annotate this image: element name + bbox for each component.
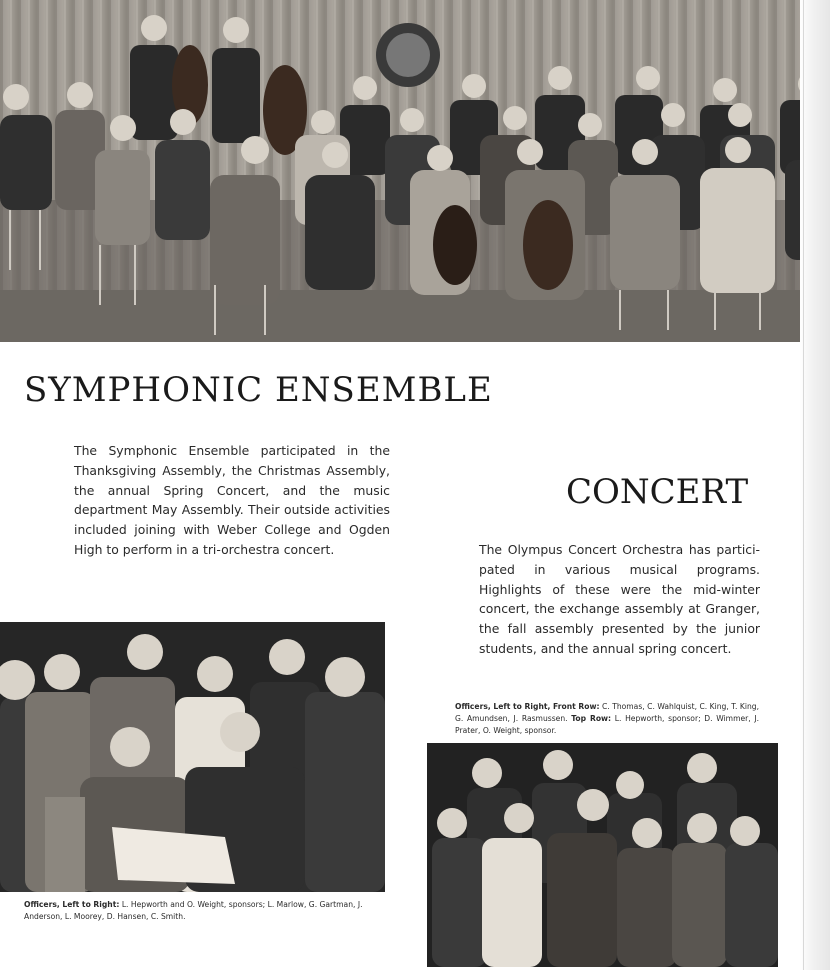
caption-front-row: C. Thomas, C. Wahlquist, C. King, T. King, G. Amundsen, J. Rasmussen.	[455, 702, 759, 723]
concert-officers-caption	[455, 701, 759, 737]
caption-lead: Officers, Left to Right, Front Row:	[455, 702, 600, 711]
concert-heading: CONCERT	[566, 472, 749, 512]
caption-top-row-lead: Top Row:	[571, 714, 612, 723]
orchestra-group-photo	[0, 0, 830, 342]
page-binding-edge	[800, 0, 830, 970]
concert-officers-photo	[427, 743, 778, 967]
symphonic-officers-photo	[0, 622, 385, 892]
page-fold-line	[803, 0, 804, 970]
symphonic-officers-caption	[24, 899, 386, 923]
caption-top-row: L. Hepworth, sponsor; D. Wimmer, J. Prater, O. Weight, sponsor.	[455, 714, 759, 735]
symphonic-ensemble-paragraph: The Symphonic Ensemble participated in the Thanksgiving Assembly, the Christmas Assembly, the annual Spring Concert, and the music department May Assembly. Their outside activities included joining with Weber College and Ogden High to perform in a tri-orchestra concert.	[74, 443, 390, 557]
caption-names: L. Hepworth and O. Weight, sponsors; L. Marlow, G. Gartman, J. Anderson, L. Moorey, D. Hansen, C. Smith.	[24, 900, 363, 921]
concert-orchestra-paragraph: The Olympus Concert Orchestra has participated in various musical programs. Highlights of these were the mid-winter concert, the exchange assembly at Granger, the fall assembly presented by the junior students, and the annual spring concert.	[479, 542, 760, 656]
symphonic-ensemble-heading: SYMPHONIC ENSEMBLE	[24, 370, 493, 410]
caption-lead: Officers, Left to Right:	[24, 900, 120, 909]
